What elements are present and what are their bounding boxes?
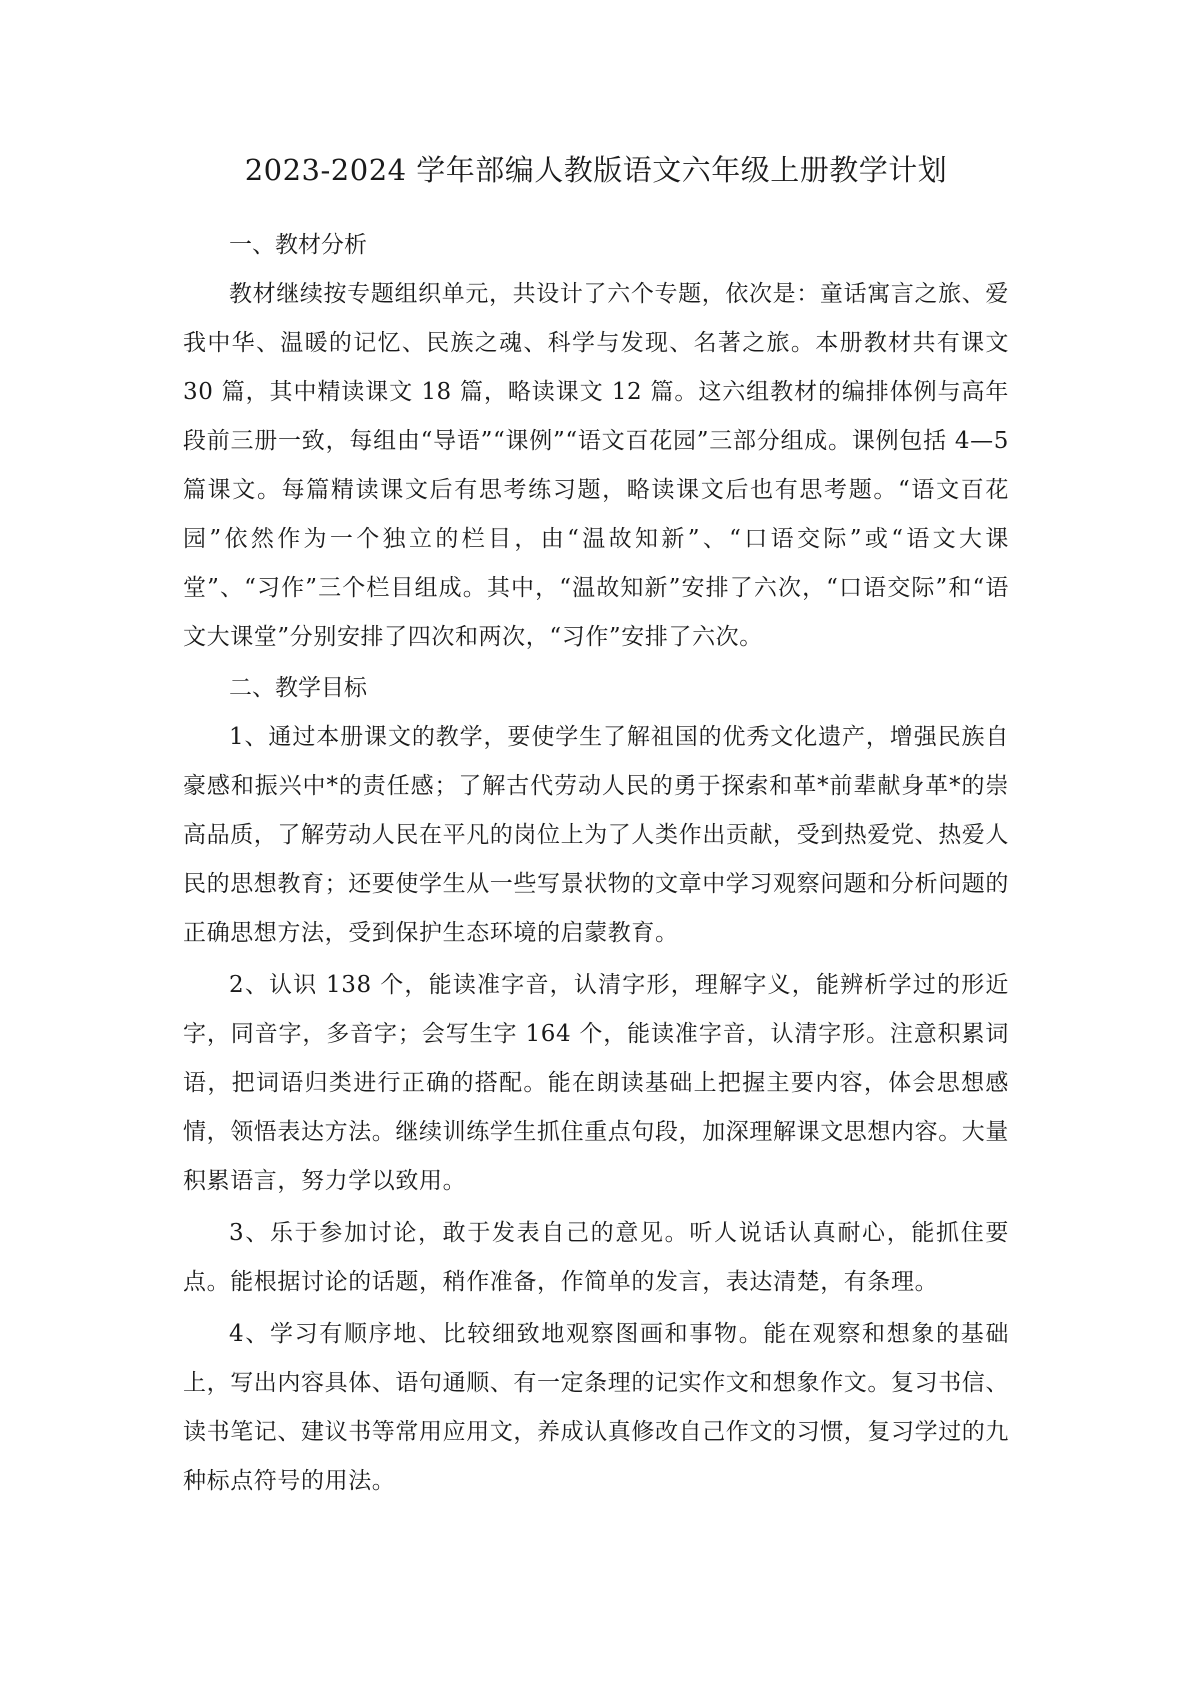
section-heading-teaching-goals: 二、教学目标: [229, 675, 367, 701]
paragraph-goal-4: 4、学习有顺序地、比较细致地观察图画和事物。能在观察和想象的基础上，写出内容具体、语句通顺、有一定条理的记实作文和想象作文。复习书信、读书笔记、建议书等常用应用文，养成认真修改自己作文的习惯，复习学过的九种标点符号的用法。: [183, 1321, 1009, 1494]
document-title: 2023-2024 学年部编人教版语文六年级上册教学计划: [244, 153, 948, 187]
paragraph-goal-2: 2、认识 138 个，能读准字音，认清字形，理解字义，能辨析学过的形近字，同音字，多音字；会写生字 164 个，能读准字音，认清字形。注意积累词语，把词语归类进行正确的搭配。能在朗读基础上把握主要内容，体会思想感情，领悟表达方法。继续训练学生抓住重点句段，加深理解课文思想内容。大量积累语言，努力学以致用。: [183, 972, 1009, 1194]
document-body: [183, 150, 1009, 1509]
paragraph-goal-3: 3、乐于参加讨论，敢于发表自己的意见。听人说话认真耐心，能抓住要点。能根据讨论的话题，稍作准备，作简单的发言，表达清楚，有条理。: [183, 1220, 1009, 1295]
paragraph-goal-1: 1、通过本册课文的教学，要使学生了解祖国的优秀文化遗产，增强民族自豪感和振兴中*的责任感；了解古代劳动人民的勇于探索和革*前辈献身革*的崇高品质，了解劳动人民在平凡的岗位上为了人类作出贡献，受到热爱党、热爱人民的思想教育；还要使学生从一些写景状物的文章中学习观察问题和分析问题的正确思想方法，受到保护生态环境的启蒙教育。: [183, 724, 1009, 946]
section-heading-textbook-analysis: 一、教材分析: [229, 232, 367, 258]
paragraph-textbook-analysis: 教材继续按专题组织单元，共设计了六个专题，依次是：童话寓言之旅、爱我中华、温暖的记忆、民族之魂、科学与发现、名著之旅。本册教材共有课文 30 篇，其中精读课文 18 篇，略读课文 12 篇。这六组教材的编排体例与高年段前三册一致，每组由“导语”“课例”“语文百花园”三部分组成。课例包括 4—5 篇课文。每篇精读课文后有思考练习题，略读课文后也有思考题。“语文百花园”依然作为一个独立的栏目，由“温故知新”、“口语交际”或“语文大课堂”、“习作”三个栏目组成。其中，“温故知新”安排了六次，“口语交际”和“语文大课堂”分别安排了四次和两次，“习作”安排了六次。: [183, 281, 1009, 650]
